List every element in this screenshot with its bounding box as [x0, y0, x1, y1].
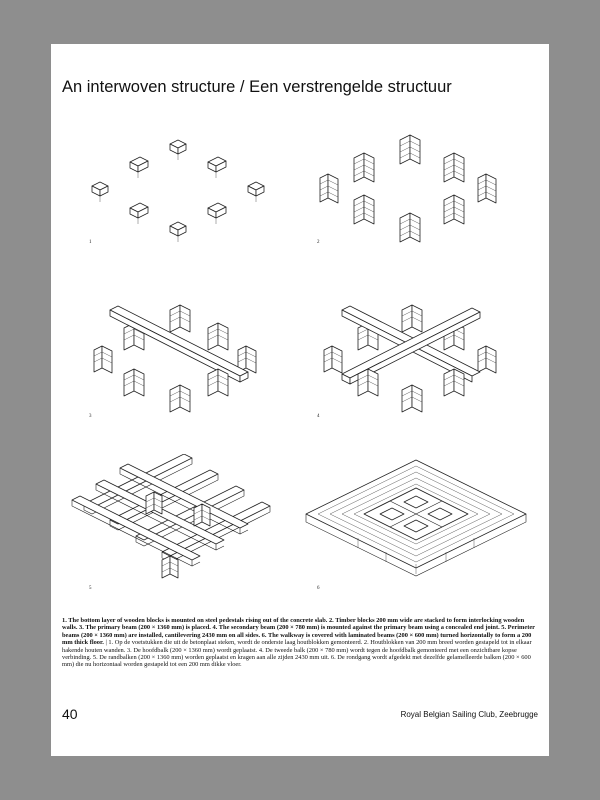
wall-stack [400, 213, 420, 242]
pedestal-block [170, 140, 186, 154]
figure-1-number: 1 [89, 240, 92, 245]
wall-stack [124, 369, 144, 396]
wall-stack [402, 385, 422, 412]
pedestal-block [208, 203, 226, 218]
wall-stack [402, 305, 422, 332]
wall-stack [444, 369, 464, 396]
wall-stack [478, 346, 496, 373]
wall-stack [358, 369, 378, 396]
figure-1-drawing [62, 126, 302, 261]
pedestal-block [208, 157, 226, 172]
figure-4-drawing [302, 292, 542, 427]
figure-5-number: 5 [89, 586, 92, 591]
wall-stack [444, 153, 464, 182]
caption-separator: | [105, 639, 109, 647]
figure-2-number: 2 [317, 240, 320, 245]
wall-stack [444, 195, 464, 224]
pedestal-block [130, 157, 148, 172]
pedestal-block [248, 182, 264, 196]
wall-stack [194, 504, 210, 526]
figure-4 [302, 292, 542, 427]
wall-stack [94, 346, 112, 373]
figure-2 [302, 126, 542, 261]
figure-4-number: 4 [317, 414, 320, 419]
book-page [51, 44, 549, 756]
caption-dutch: 1. Op de voetstukken die uit de betonplaat steken, wordt de onderste laag houtblokken gemonteerd. 2. Houtblokken van 200 mm breed worden gestapeld tot in elkaar hakende houten wanden. 3. De hoofdbalk (200 × 1360 mm) wordt geplaatst. 4. De tweede balk (200 × 780 mm) wordt tegen de hoofdbalk gemonteerd met een onzichtbare kopse verbinding. 5. De randbalken (200 × 1360 mm) worden geplaatst en kragen aan alle zijden 2430 mm uit. 6. De rondgang wordt afgedekt met dezelfde gelamelleerde balken (200 × 600 mm) die nu horizontaal worden gestapeld tot een 200 mm dikke vloer. [62, 639, 532, 669]
figure-5-drawing [62, 454, 302, 589]
figure-1 [62, 126, 302, 261]
figure-2-drawing [302, 126, 542, 261]
figure-caption [62, 617, 538, 669]
walkway-deck [306, 460, 526, 576]
running-head: Royal Belgian Sailing Club, Zeebrugge [400, 710, 538, 719]
pedestal-block [92, 182, 108, 196]
wall-stack [354, 153, 374, 182]
wall-stack [170, 385, 190, 412]
caption-english: 1. The bottom layer of wooden blocks is mounted on steel pedestals rising out of the concrete slab. 2. Timber blocks 200 mm wide are stacked to form interlocking wooden walls. 3. The primary beam (200 × 1360 mm) is placed. 4. The secondary beam (200 × 780 mm) is mounted against the primary beam using a concealed end joint. 5. Perimeter beams (200 × 1360 mm) are installed, cantilevering 2430 mm on all sides. 6. The walkway is covered with laminated beams (200 × 600 mm) turned horizontally to form a 200 mm thick floor. [62, 617, 535, 647]
wall-stack [354, 195, 374, 224]
wall-stack [170, 305, 190, 332]
figure-6-number: 6 [317, 586, 320, 591]
pedestal-block [170, 222, 186, 236]
figure-3-number: 3 [89, 414, 92, 419]
page-number: 40 [62, 706, 78, 722]
figure-6 [296, 454, 536, 589]
wall-stack [400, 135, 420, 164]
wall-stack [208, 323, 228, 350]
wall-stack [478, 174, 496, 203]
page-title: An interwoven structure / Een verstrengelde structuur [62, 78, 452, 96]
beam-grid [72, 454, 270, 566]
wall-stack [320, 174, 338, 203]
wall-stack [324, 346, 342, 373]
figure-3-drawing [62, 292, 302, 427]
figure-3 [62, 292, 302, 427]
wall-stack [162, 556, 178, 578]
figure-6-drawing [296, 454, 536, 589]
pedestal-block [130, 203, 148, 218]
wall-stack [208, 369, 228, 396]
figure-5 [62, 454, 302, 589]
